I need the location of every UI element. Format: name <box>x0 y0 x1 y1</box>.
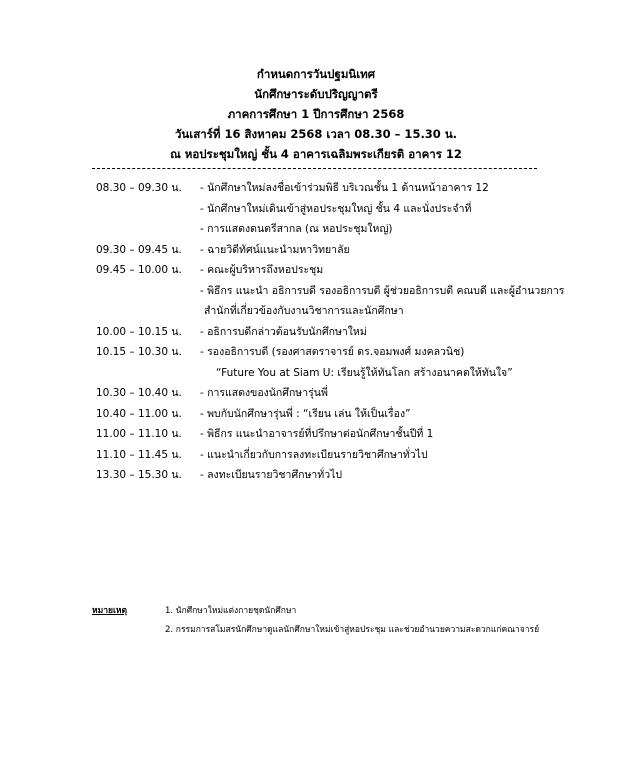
schedule-activity-continuation: สำนักที่เกี่ยวข้องกับงานวิชาการและนักศึกษา <box>204 305 404 317</box>
schedule-time: 10.15 – 10.30 น. <box>96 346 182 358</box>
schedule-row <box>0 361 632 382</box>
note-item: 2. กรรมการสโมสรนักศึกษาดูแลนักศึกษาใหม่เข้าสู่หอประชุม และช่วยอำนวยความสะดวกแก่คณาจารย์ <box>165 625 540 635</box>
schedule-activity: - การแสดงของนักศึกษารุ่นพี่ <box>200 387 328 399</box>
header-date-time: วันเสาร์ที่ 16 สิงหาคม 2568 เวลา 08.30 – 15.30 น. <box>174 127 458 141</box>
schedule-row <box>0 422 632 443</box>
schedule-activity: - ฉายวิดีทัศน์แนะนำมหาวิทยาลัย <box>200 243 350 256</box>
schedule-row <box>0 279 632 300</box>
schedule-row <box>0 320 632 341</box>
schedule-activity: - การแสดงดนตรีสากล (ณ หอประชุมใหญ่) <box>200 223 393 235</box>
schedule-activity: - พิธีกร แนะนำ อธิการบดี รองอธิการบดี ผู้ช่วยอธิการบดี คณบดี และผู้อำนวยการ <box>200 284 565 297</box>
schedule-activity: - นักศึกษาใหม่เดินเข้าสู่หอประชุมใหญ่ ชั้น 4 และนั่งประจำที่ <box>200 202 472 215</box>
header-semester: ภาคการศึกษา 1 ปีการศึกษา 2568 <box>227 107 405 121</box>
schedule-time: 10.30 – 10.40 น. <box>96 387 182 399</box>
header-audience: นักศึกษาระดับปริญญาตรี <box>254 87 378 101</box>
schedule-activity: - รองอธิการบดี (รองศาสตราจารย์ ดร.จอมพงศ์ มงคลวนิช) <box>200 346 465 358</box>
schedule-row <box>0 299 632 320</box>
schedule-activity: - อธิการบดีกล่าวต้อนรับนักศึกษาใหม่ <box>200 325 367 338</box>
dashed-divider <box>92 168 537 169</box>
schedule-list <box>0 176 632 484</box>
schedule-activity-quote: “Future You at Siam U: เรียนรู้ให้ทันโลก สร้างอนาคตให้ทันใจ” <box>216 366 513 379</box>
header-title: กำหนดการวันปฐมนิเทศ <box>256 67 376 81</box>
schedule-row <box>0 381 632 402</box>
schedule-row <box>0 217 632 238</box>
schedule-row <box>0 443 632 464</box>
schedule-activity: - คณะผู้บริหารถึงหอประชุม <box>200 264 324 276</box>
schedule-time: 13.30 – 15.30 น. <box>96 469 182 481</box>
schedule-row <box>0 340 632 361</box>
schedule-activity: - แนะนำเกี่ยวกับการลงทะเบียนรายวิชาศึกษาทั่วไป <box>200 448 428 461</box>
schedule-row <box>0 197 632 218</box>
schedule-activity: - ลงทะเบียนรายวิชาศึกษาทั่วไป <box>200 469 343 481</box>
schedule-time: 10.00 – 10.15 น. <box>96 325 182 338</box>
schedule-activity: - นักศึกษาใหม่ลงชื่อเข้าร่วมพิธี บริเวณชั้น 1 ด้านหน้าอาคาร 12 <box>200 182 489 194</box>
schedule-time: 11.10 – 11.45 น. <box>96 448 182 461</box>
schedule-activity: - พิธีกร แนะนำอาจารย์ที่ปรึกษาต่อนักศึกษาชั้นปีที่ 1 <box>200 428 434 440</box>
schedule-time: 11.00 – 11.10 น. <box>96 428 182 440</box>
header-venue: ณ หอประชุมใหญ่ ชั้น 4 อาคารเฉลิมพระเกียรติ อาคาร 12 <box>170 147 462 161</box>
schedule-activity: - พบกับนักศึกษารุ่นพี่ : “เรียน เล่น ให้เป็นเรื่อง” <box>200 407 411 420</box>
schedule-row <box>0 402 632 423</box>
note-item: 1. นักศึกษาใหม่แต่งกายชุดนักศึกษา <box>165 606 297 616</box>
schedule-time: 09.45 – 10.00 น. <box>96 264 182 276</box>
schedule-time: 08.30 – 09.30 น. <box>96 182 182 194</box>
schedule-row <box>0 238 632 259</box>
document-header <box>0 64 632 164</box>
schedule-time: 09.30 – 09.45 น. <box>96 243 182 256</box>
schedule-row <box>0 176 632 197</box>
schedule-time: 10.40 – 11.00 น. <box>96 407 182 420</box>
schedule-row <box>0 463 632 484</box>
notes-label: หมายเหตุ <box>92 606 127 616</box>
schedule-row <box>0 258 632 279</box>
